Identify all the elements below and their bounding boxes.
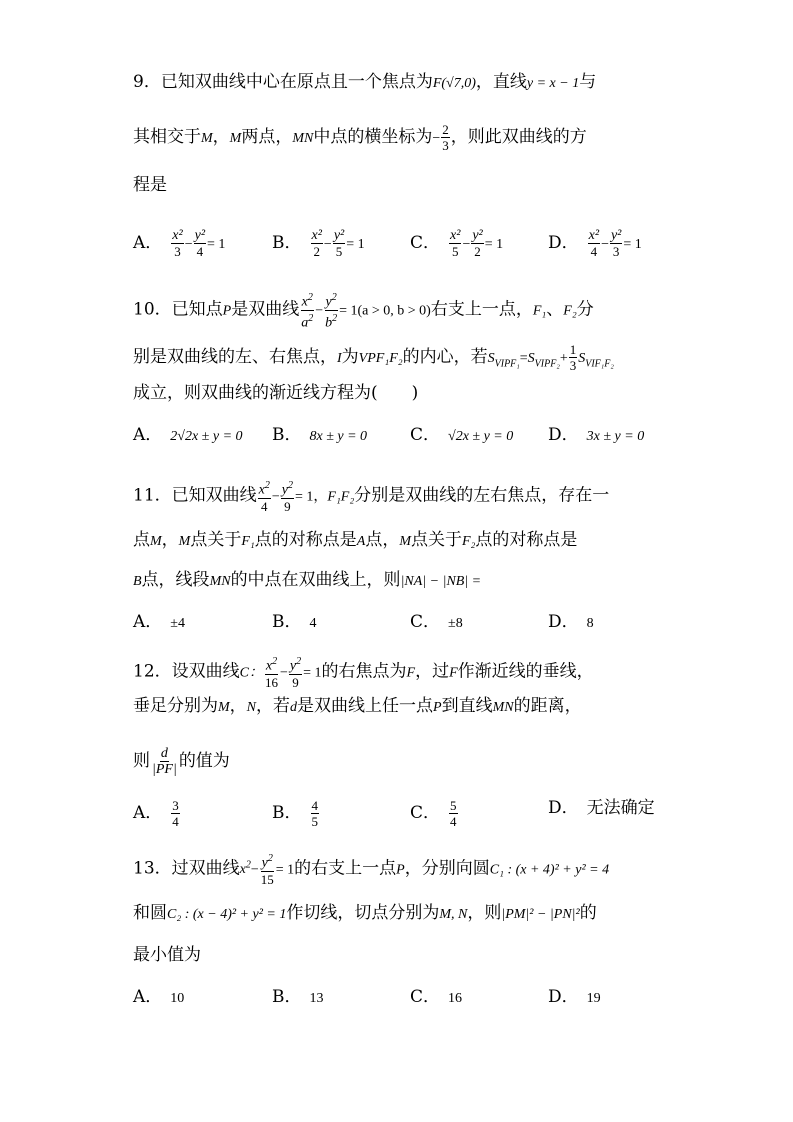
option-text: 8 (586, 616, 594, 631)
option-label: A． (133, 233, 163, 253)
math-var: MN (292, 131, 314, 146)
option-text: 2√2x ± y = 0 (170, 429, 243, 444)
math-var: B (133, 574, 142, 589)
math-var: MN (209, 574, 231, 589)
option-text: 16 (448, 991, 463, 1006)
fraction-denominator: $a^2$ (301, 312, 314, 331)
q9-text: ，则此双曲线的方 (450, 127, 587, 147)
q11-text: 点， (365, 530, 400, 550)
q12-text: 到直线 (441, 696, 493, 716)
fraction (151, 746, 178, 777)
math-triangle: VPF₁F₂ (358, 351, 403, 366)
q11-text: 已知双曲线 (171, 485, 257, 506)
circle-c2-equation: C₂ : (x − 4)² + y² = 1 (167, 907, 287, 922)
fraction-numerator: 1 (569, 342, 577, 357)
q11-option-b (272, 612, 317, 634)
math-var: S (527, 351, 535, 366)
fraction (610, 228, 622, 259)
fraction (333, 228, 345, 259)
option-text: ±4 (170, 616, 185, 631)
option-label: D． (548, 798, 579, 818)
fraction-denominator: 4 (196, 244, 204, 259)
q9-text: 中点的横坐标为 (313, 127, 433, 147)
fraction-numerator: $y^2$ (289, 656, 302, 674)
fraction-denominator: 9 (292, 674, 299, 690)
fraction-denominator: 4 (172, 814, 179, 829)
q9-line-2 (133, 122, 587, 153)
circle-c1-equation: C₁ : (x + 4)² + y² = 4 (489, 862, 610, 878)
math-var: F₂ (563, 303, 577, 319)
fraction-denominator: 4 (261, 498, 268, 514)
fraction-numerator: $x^2$ (258, 480, 270, 498)
fraction (588, 228, 600, 259)
math-var: $x^2$ (239, 859, 251, 878)
math-expression: |PM|² − |PN|² (501, 907, 580, 922)
fraction-denominator: 2 (313, 244, 320, 259)
q13-text: ，分别向圆 (404, 858, 490, 879)
fraction (171, 798, 180, 829)
q13-text: 最小值为 (133, 945, 201, 965)
fraction (311, 228, 323, 259)
math-var: MN (492, 700, 514, 715)
q11-text: 点关于 (190, 530, 242, 550)
fraction-numerator: x² (172, 228, 183, 243)
option-label: B． (272, 612, 302, 632)
minus-sign: − (271, 489, 280, 505)
fraction-denominator: 4 (590, 244, 598, 259)
math-var: M (178, 534, 191, 549)
q11-line-1 (133, 478, 609, 514)
question-number: 11． (133, 485, 172, 506)
fraction-numerator: 2 (442, 122, 449, 137)
fraction (258, 478, 271, 514)
question-number: 13． (133, 858, 172, 879)
q11-text: 的中点在双曲线上，则 (230, 570, 401, 590)
fraction-denominator: 16 (264, 674, 278, 690)
math-var: S (578, 351, 586, 366)
fraction-numerator: x² (311, 228, 322, 243)
q10-text: 为 (341, 347, 359, 367)
q11-text: 点 (133, 530, 150, 550)
q10-text: 右支上一点， (430, 299, 533, 320)
fraction (260, 851, 275, 887)
fraction (281, 478, 294, 514)
fraction-numerator: $x^2$ (265, 656, 278, 674)
fraction (449, 228, 461, 259)
q12-text: 是双曲线上任一点 (297, 696, 434, 716)
fraction-denominator: 3 (612, 244, 620, 259)
q9-text: 两点， (241, 127, 293, 147)
math-var: C： (239, 665, 263, 681)
q9-text: 其相交于 (133, 127, 201, 147)
math-var: I (337, 351, 342, 366)
minus-sign: − (315, 303, 324, 319)
q13-option-d (548, 987, 601, 1009)
q13-text: 和圆 (133, 903, 167, 923)
fraction-numerator: $y^2$ (261, 853, 273, 871)
math-var: M, N (439, 907, 468, 922)
math-var: M (399, 534, 411, 549)
fraction-denominator: |PF| (152, 762, 177, 777)
minus-sign: − (250, 862, 259, 878)
q9-text: 程是 (133, 175, 167, 195)
math-op: + (559, 351, 568, 366)
q12-text: 作渐近线的垂线， (457, 661, 594, 682)
q9-text: 已知双曲线中心在原点且一个焦点为 (160, 72, 433, 92)
q9-line-3 (133, 175, 167, 195)
q11-text: 点，线段 (141, 570, 210, 590)
question-number: 10． (133, 299, 172, 320)
fraction-denominator: $b^2$ (325, 312, 338, 331)
option-label: A． (133, 425, 163, 445)
fraction (449, 798, 458, 829)
q13-line-2 (133, 903, 597, 925)
option-label: A． (133, 987, 163, 1007)
q13-text: 过双曲线 (171, 858, 240, 879)
fraction-denominator: 9 (284, 498, 291, 514)
q12-text: 设双曲线 (171, 661, 240, 682)
fraction-numerator: x² (450, 228, 461, 243)
fraction-denominator: 5 (451, 244, 459, 259)
equation-rhs: = 1， (294, 489, 328, 505)
fraction-numerator: $x^2$ (301, 292, 313, 310)
fraction-denominator: 4 (450, 814, 457, 829)
minus-sign: − (323, 237, 332, 252)
q10-line-3 (133, 383, 418, 403)
fraction (569, 342, 578, 373)
math-var: M (150, 534, 162, 549)
math-var: F₁F₂ (327, 489, 355, 505)
fraction (264, 654, 279, 690)
q10-text: 是双曲线 (231, 299, 300, 320)
equation-rhs: = 1 (484, 237, 504, 252)
q13-option-c (410, 987, 462, 1009)
question-number: 12． (133, 661, 172, 682)
math-var: F (449, 665, 458, 681)
q10-line-1 (133, 290, 594, 330)
fraction-denominator: 3 (174, 244, 181, 259)
q12-option-b (272, 798, 320, 829)
fraction (300, 290, 314, 330)
fraction-numerator: d (160, 746, 168, 761)
fraction-denominator: 15 (260, 871, 274, 887)
q12-text: ，过 (415, 661, 450, 682)
q11-option-d (548, 612, 594, 634)
math-var: S (487, 351, 495, 366)
math-var: N (246, 700, 257, 715)
option-label: A． (133, 803, 163, 823)
q10-option-b (272, 425, 367, 447)
option-label: D． (548, 612, 579, 632)
minus-sign: − (279, 665, 288, 681)
math-var: F (406, 665, 416, 681)
minus-sign: − (462, 237, 471, 252)
fraction (194, 228, 206, 259)
q13-option-b (272, 987, 324, 1009)
q10-option-c (410, 425, 513, 447)
option-text: 13 (309, 991, 324, 1006)
minus-sign: − (601, 237, 609, 252)
option-label: C． (410, 612, 441, 632)
option-label: C． (410, 803, 441, 823)
q12-line-3 (133, 746, 230, 777)
option-label: B． (272, 233, 302, 253)
equation-rhs: = 1 (207, 237, 226, 252)
fraction-numerator: y² (333, 228, 345, 243)
option-label: D． (548, 425, 579, 445)
q9-text: ，直线 (475, 72, 527, 92)
q11-line-2 (133, 530, 577, 552)
fraction (471, 228, 483, 259)
math-var: F₁ (241, 534, 255, 549)
q10-text: 、 (546, 299, 564, 320)
option-label: B． (272, 425, 302, 445)
option-text: ±8 (448, 616, 463, 631)
fraction-numerator: y² (194, 228, 206, 243)
option-text: 10 (170, 991, 185, 1006)
option-label: C． (410, 233, 441, 253)
math-var: A (356, 534, 366, 549)
fraction-denominator: 2 (474, 244, 481, 259)
q9-option-a (133, 228, 225, 259)
q11-option-a (133, 612, 185, 634)
q10-option-d (548, 425, 644, 447)
q9-option-c (410, 228, 503, 259)
q12-text: ，若 (256, 696, 291, 716)
q12-text: 的值为 (178, 751, 230, 771)
math-subscript: VIF₁F₂ (585, 358, 614, 370)
q13-option-a (133, 987, 184, 1009)
q10-text: 的内心，若 (402, 347, 488, 367)
fraction (324, 290, 338, 330)
q11-text: ， (161, 530, 179, 550)
option-text: √2x ± y = 0 (448, 429, 514, 444)
fraction-denominator: 3 (569, 358, 577, 373)
fraction-numerator: 3 (172, 798, 179, 813)
q13-text: 的 (579, 903, 597, 923)
fraction (441, 122, 450, 153)
q13-line-1 (133, 851, 609, 887)
math-var: P (396, 862, 405, 878)
option-label: A． (133, 612, 163, 632)
q12-option-c (410, 798, 459, 829)
q10-equation-condition: = 1(a > 0, b > 0) (339, 303, 431, 319)
question-number: 9． (133, 72, 161, 92)
option-text: 8x ± y = 0 (309, 429, 368, 444)
q9-option-d (548, 228, 642, 259)
q12-text: 则 (133, 751, 150, 771)
fraction-denominator: 3 (442, 138, 449, 153)
option-text: 19 (586, 991, 601, 1006)
math-var: F₁ (532, 303, 547, 319)
option-label: C． (410, 425, 441, 445)
equation-rhs: = 1 (346, 237, 365, 252)
q11-text: 点关于 (411, 530, 462, 550)
math-subscript: VIPF₂ (534, 358, 560, 370)
q13-text: 作切线，切点分别为 (286, 903, 440, 923)
q12-line-1 (133, 654, 594, 690)
math-var: P (222, 303, 232, 319)
fraction-numerator: $y^2$ (325, 292, 337, 310)
q12-text: 的右焦点为 (321, 661, 407, 682)
fraction-numerator: 5 (450, 798, 457, 813)
q13-line-3 (133, 945, 201, 965)
equation-rhs: = 1 (275, 862, 295, 878)
q12-line-2 (133, 696, 582, 718)
fraction-numerator: y² (472, 228, 483, 243)
q10-line-2 (133, 342, 614, 374)
fraction-numerator: $y^2$ (281, 480, 293, 498)
math-var: P (433, 700, 442, 715)
q9-text: ， (212, 127, 230, 147)
q10-option-a (133, 425, 243, 447)
q9-option-b (272, 228, 365, 259)
q10-text: 别是双曲线的左、右焦点， (133, 347, 337, 367)
math-var: M (201, 131, 213, 146)
option-label: C． (410, 987, 441, 1007)
fraction-denominator: 5 (335, 244, 343, 259)
q9-text: 与 (579, 72, 597, 92)
equation-rhs: = 1 (623, 237, 642, 252)
q9-line-equation: y = x − 1 (526, 76, 580, 91)
fraction-numerator: x² (588, 228, 600, 243)
fraction-denominator: 5 (311, 814, 318, 829)
math-var: M (218, 700, 230, 715)
q12-text: 的距离， (513, 696, 582, 716)
minus-sign: − (184, 237, 193, 252)
math-subscript: VIPF₁ (494, 358, 520, 370)
q9-focus: F(√7,0) (432, 76, 476, 91)
q10-text: 已知点 (171, 299, 223, 320)
option-text: 无法确定 (586, 798, 655, 818)
q13-text: 的右支上一点 (294, 858, 397, 879)
option-label: B． (272, 803, 302, 823)
option-label: D． (548, 987, 579, 1007)
q10-text: 分 (576, 299, 594, 320)
q12-option-a (133, 798, 181, 829)
q9-line-1 (133, 72, 596, 94)
q11-text: 点的对称点是 (475, 530, 578, 550)
option-text: 4 (309, 616, 317, 631)
q11-line-3 (133, 570, 481, 592)
q13-text: ，则 (467, 903, 502, 923)
fraction (171, 228, 183, 259)
q12-option-d (548, 798, 655, 818)
math-var: F₂ (462, 534, 476, 549)
option-label: B． (272, 987, 302, 1007)
q10-text: 成立，则双曲线的渐近线方程为( ) (133, 383, 419, 403)
option-label: D． (548, 233, 579, 253)
fraction (311, 798, 320, 829)
q11-option-c (410, 612, 463, 634)
q12-text: ， (229, 696, 247, 716)
fraction (289, 654, 302, 690)
fraction-numerator: 4 (311, 798, 318, 813)
math-op: = (519, 351, 528, 366)
q12-text: 垂足分别为 (133, 696, 218, 716)
math-var: d (290, 700, 298, 715)
math-expression: |NA| − |NB| = (400, 574, 482, 589)
option-text: 3x ± y = 0 (586, 429, 645, 444)
q11-text: 点的对称点是 (254, 530, 357, 550)
equation-rhs: = 1 (303, 665, 322, 681)
fraction-numerator: y² (610, 228, 622, 243)
math-var: M (229, 131, 242, 146)
math-op: − (432, 131, 441, 146)
q11-text: 分别是双曲线的左右焦点，存在一 (354, 485, 610, 506)
